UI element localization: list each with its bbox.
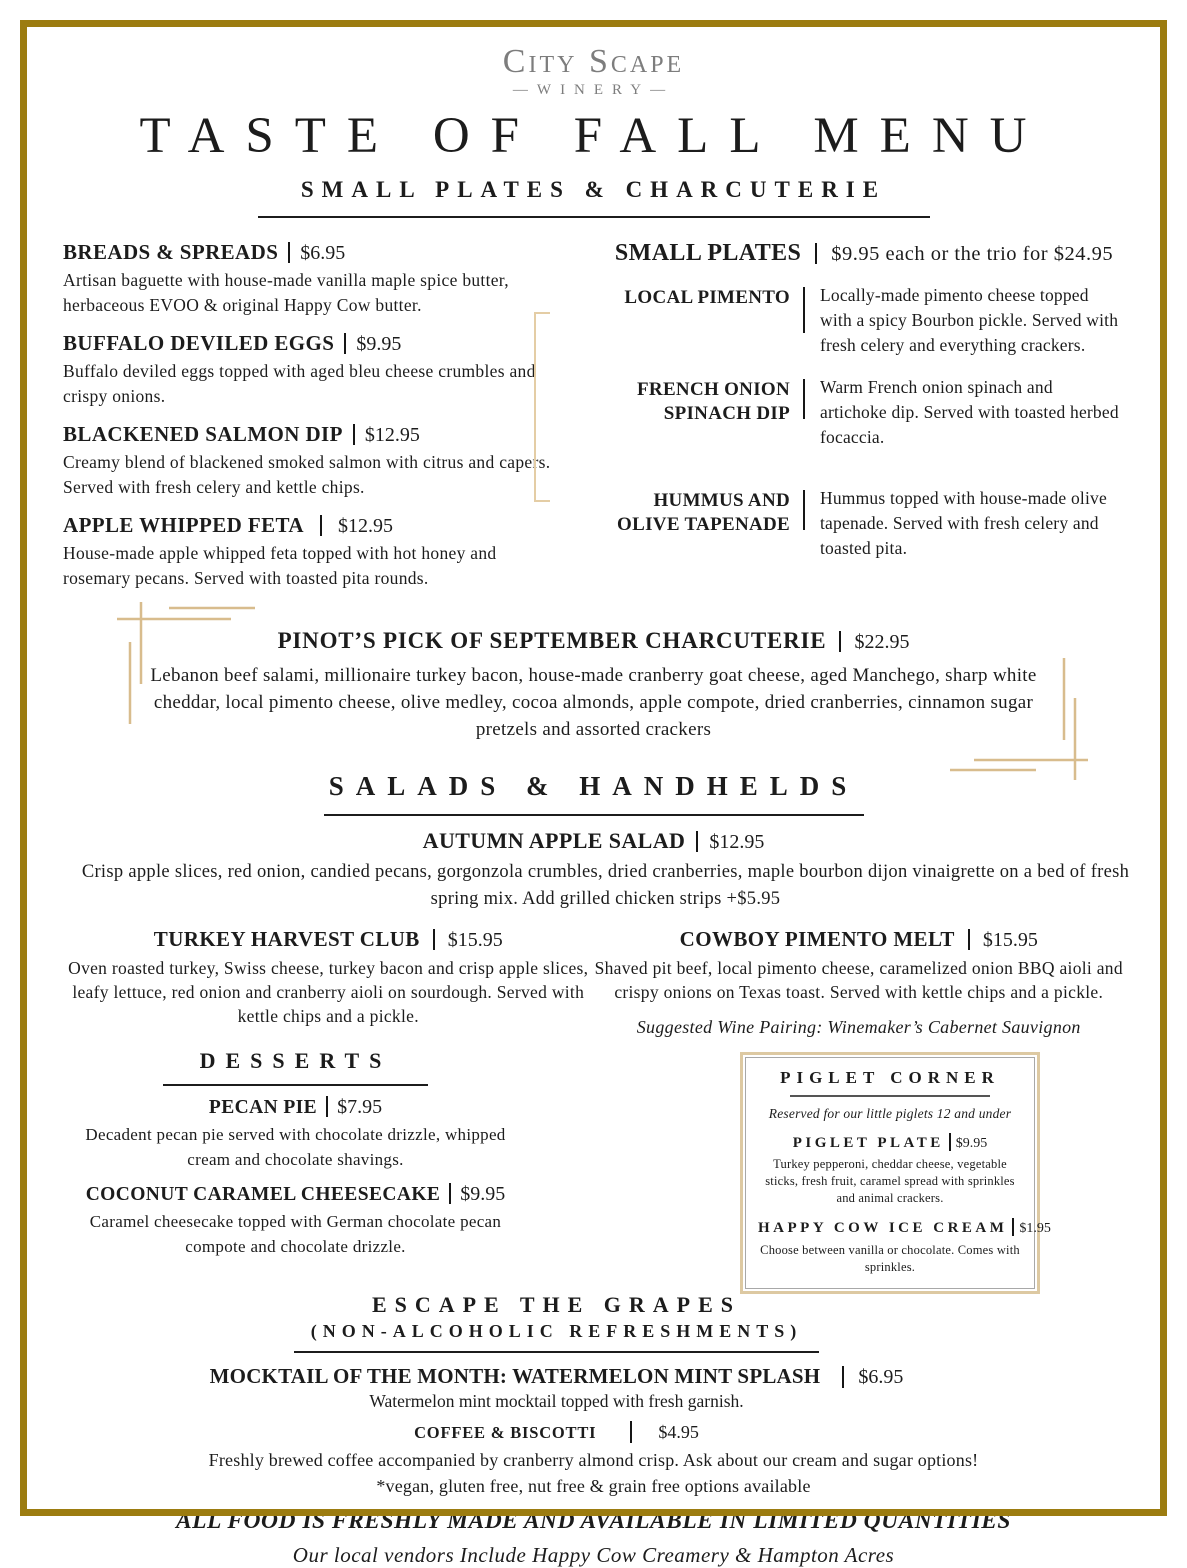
- item-divider: [803, 287, 805, 333]
- piglet-divider: [790, 1095, 990, 1097]
- item-description: Warm French onion spinach and artichoke dip. Served with toasted herbed focaccia.: [820, 377, 1119, 447]
- footer-local-vendors: Our local vendors Include Happy Cow Creamery & Hampton Acres: [292, 1543, 895, 1568]
- item-description: Hummus topped with house-made olive tapenade. Served with fresh celery and toasted pita.: [820, 488, 1107, 558]
- dietary-options-note: *vegan, gluten free, nut free & grain free options available: [376, 1476, 811, 1497]
- corner-flourish-bottom-right: [942, 648, 1092, 788]
- desserts-section: [63, 1048, 528, 1294]
- item-name: COFFEE & BISCOTTI: [414, 1423, 597, 1443]
- menu-item-autumn-apple-salad: [63, 828, 1130, 913]
- item-description: Oven roasted turkey, Swiss cheese, turkey bacon and crisp apple slices, leafy lettuce, red onion and cranberry aioli on sourdough. Served with kettle chips and a pickle.: [68, 958, 589, 1026]
- item-name: MOCKTAIL OF THE MONTH: WATERMELON MINT SPLASH: [209, 1364, 821, 1389]
- price-divider: [288, 242, 290, 264]
- price-divider: [449, 1183, 451, 1205]
- section-title-escape-the-grapes: ESCAPE THE GRAPES: [371, 1292, 742, 1318]
- item-name: BUFFALO DEVILED EGGS: [63, 331, 335, 355]
- menu-item-hummus-olive-tapenade: [604, 486, 1124, 561]
- price-divider: [839, 631, 841, 653]
- price-divider: [815, 243, 817, 265]
- price-divider: [842, 1366, 844, 1388]
- item-name: BREADS & SPREADS: [63, 240, 279, 264]
- item-name: AUTUMN APPLE SALAD: [422, 828, 686, 853]
- item-price: $1.95: [1019, 1221, 1051, 1237]
- item-price: $9.95: [955, 1135, 988, 1151]
- handhelds-row: [63, 927, 1124, 1038]
- section-subtitle-non-alcoholic: (NON-ALCOHOLIC REFRESHMENTS): [310, 1321, 803, 1342]
- winery-logo: City Scape: [502, 43, 685, 80]
- escape-divider: [294, 1351, 819, 1353]
- item-name: PINOT’S PICK OF SEPTEMBER CHARCUTERIE: [277, 628, 827, 653]
- item-description: Lebanon beef salami, millionaire turkey bacon, house-made cranberry goat cheese, aged Manchego, sharp white cheddar, local pimento cheese, olive medley, cocoa almonds, apple compote, dried cranberries, cinnamon sugar pretzels and assorted crackers: [150, 665, 1037, 740]
- piglet-corner-box: [740, 1052, 1051, 1294]
- menu-item-happy-cow-ice-cream: [758, 1218, 1051, 1237]
- item-price: $9.95: [356, 333, 402, 355]
- menu-item-breads-spreads: [63, 240, 560, 318]
- escape-the-grapes-section: [63, 1292, 1124, 1499]
- price-divider: [696, 831, 698, 853]
- item-description: Locally-made pimento cheese topped with a spicy Bourbon pickle. Served with fresh celery and everything crackers.: [820, 285, 1119, 355]
- menu-item-buffalo-deviled-eggs: [63, 331, 560, 409]
- item-divider: [803, 490, 805, 530]
- item-price: $12.95: [364, 424, 420, 446]
- section-title-small-plates-charcuterie: SMALL PLATES & CHARCUTERIE: [300, 177, 887, 202]
- item-description: Creamy blend of blackened smoked salmon with citrus and capers. Served with fresh celery and kettle chips.: [63, 452, 551, 497]
- menu-title: TASTE OF FALL MENU: [139, 108, 1048, 164]
- price-divider: [968, 929, 970, 951]
- desserts-piglet-row: [63, 1048, 1124, 1294]
- item-price: $12.95: [337, 515, 393, 537]
- small-plates-title: SMALL PLATES: [614, 240, 802, 266]
- piglet-corner-note: Reserved for our little piglets 12 and under: [768, 1105, 1012, 1121]
- item-price: $6.95: [858, 1366, 904, 1389]
- item-description: Caramel cheesecake topped with German chocolate pecan compote and chocolate drizzle.: [89, 1211, 502, 1256]
- menu-item-blackened-salmon-dip: [63, 422, 560, 500]
- section-title-salads-handhelds: SALADS & HANDHELDS: [328, 771, 859, 801]
- menu-item-turkey-harvest-club: [63, 927, 594, 1038]
- item-description: Decadent pecan pie served with chocolate drizzle, whipped cream and chocolate shavings.: [85, 1124, 506, 1169]
- piglet-corner-title: PIGLET CORNER: [780, 1068, 1000, 1087]
- winery-logo-subtitle: —WINERY—: [512, 82, 675, 98]
- menu-item-cowboy-pimento-melt: [594, 927, 1125, 1038]
- header-divider: [258, 216, 930, 218]
- menu-item-piglet-plate: [758, 1133, 1022, 1152]
- item-name: PECAN PIE: [208, 1096, 318, 1118]
- item-price: $7.95: [337, 1095, 383, 1118]
- menu-item-coffee-biscotti: [63, 1421, 1050, 1443]
- item-name: COCONUT CARAMEL CHEESECAKE: [85, 1183, 441, 1205]
- item-name: FRENCH ONION SPINACH DIP: [637, 379, 790, 424]
- coffee-description: Freshly brewed coffee accompanied by cranberry almond crisp. Ask about our cream and sugar options!: [208, 1450, 979, 1471]
- menu-item-apple-whipped-feta: [63, 513, 560, 591]
- price-divider: [320, 515, 322, 537]
- menu-item-mocktail-of-the-month: [63, 1364, 1050, 1389]
- item-description: Watermelon mint mocktail topped with fresh garnish.: [369, 1391, 744, 1412]
- item-description: Artisan baguette with house-made vanilla maple spice butter, herbaceous EVOO & original Happy Cow butter.: [63, 270, 509, 315]
- item-price: $6.95: [300, 242, 346, 264]
- section-title-desserts: DESSERTS: [199, 1048, 392, 1073]
- small-plates-bracket-ornament: [534, 312, 550, 502]
- desserts-divider: [163, 1084, 428, 1086]
- wine-pairing-note: Suggested Wine Pairing: Winemaker’s Cabernet Sauvignon: [636, 1017, 1081, 1037]
- item-price: $15.95: [982, 929, 1038, 951]
- item-divider: [803, 379, 805, 419]
- price-divider: [949, 1133, 951, 1151]
- item-description: Choose between vanilla or chocolate. Comes with sprinkles.: [760, 1243, 1020, 1275]
- small-plates-heading: [604, 240, 1124, 267]
- corner-flourish-top-left: [113, 596, 263, 736]
- small-plates-price-note: $9.95 each or the trio for $24.95: [831, 243, 1114, 265]
- menu-header: [63, 43, 1124, 218]
- item-name: APPLE WHIPPED FETA: [63, 513, 304, 537]
- item-description: Buffalo deviled eggs topped with aged bleu cheese crumbles and crispy onions.: [63, 361, 536, 406]
- price-divider: [326, 1096, 328, 1118]
- salads-divider: [324, 814, 864, 816]
- small-plates-column: [560, 240, 1124, 604]
- item-price: $12.95: [709, 831, 765, 853]
- menu-item-french-onion-spinach-dip: [604, 375, 1124, 450]
- menu-item-pecan-pie: [63, 1096, 528, 1172]
- price-divider: [344, 333, 346, 355]
- item-name: LOCAL PIMENTO: [624, 287, 790, 308]
- price-divider: [433, 929, 435, 951]
- item-description: Crisp apple slices, red onion, candied pecans, gorgonzola crumbles, dried cranberries, maple bourbon dijon vinaigrette on a bed of fresh spring mix. Add grilled chicken strips +$5.95: [81, 862, 1130, 909]
- item-name: BLACKENED SALMON DIP: [63, 422, 343, 446]
- item-name: HUMMUS AND OLIVE TAPENADE: [617, 490, 790, 535]
- item-description: Turkey pepperoni, cheddar cheese, vegetable sticks, fresh fruit, caramel spread with sprinkles and animal crackers.: [765, 1157, 1015, 1206]
- item-price: $15.95: [447, 929, 503, 951]
- footer-limited-quantities: ALL FOOD IS FRESHLY MADE AND AVAILABLE IN LIMITED QUANTITIES: [175, 1508, 1011, 1535]
- item-description: Shaved pit beef, local pimento cheese, caramelized onion BBQ aioli and crispy onions on Texas toast. Served with kettle chips and a pickle.: [594, 958, 1123, 1002]
- item-name: COWBOY PIMENTO MELT: [679, 927, 955, 951]
- item-price: $4.95: [658, 1422, 699, 1443]
- item-price: $9.95: [460, 1182, 506, 1205]
- item-price: $22.95: [854, 631, 910, 653]
- menu-item-local-pimento: [604, 283, 1124, 358]
- price-divider: [630, 1421, 632, 1443]
- menu-item-coconut-caramel-cheesecake: [63, 1183, 528, 1259]
- item-name: HAPPY COW ICE CREAM: [758, 1220, 1008, 1237]
- price-divider: [1012, 1218, 1014, 1236]
- item-description: House-made apple whipped feta topped with hot honey and rosemary pecans. Served with toasted pita rounds.: [63, 543, 497, 588]
- item-name: PIGLET PLATE: [792, 1134, 944, 1151]
- item-name: TURKEY HARVEST CLUB: [153, 927, 420, 951]
- price-divider: [353, 424, 355, 446]
- breads-column: [63, 240, 560, 604]
- small-plates-section: [63, 240, 1124, 604]
